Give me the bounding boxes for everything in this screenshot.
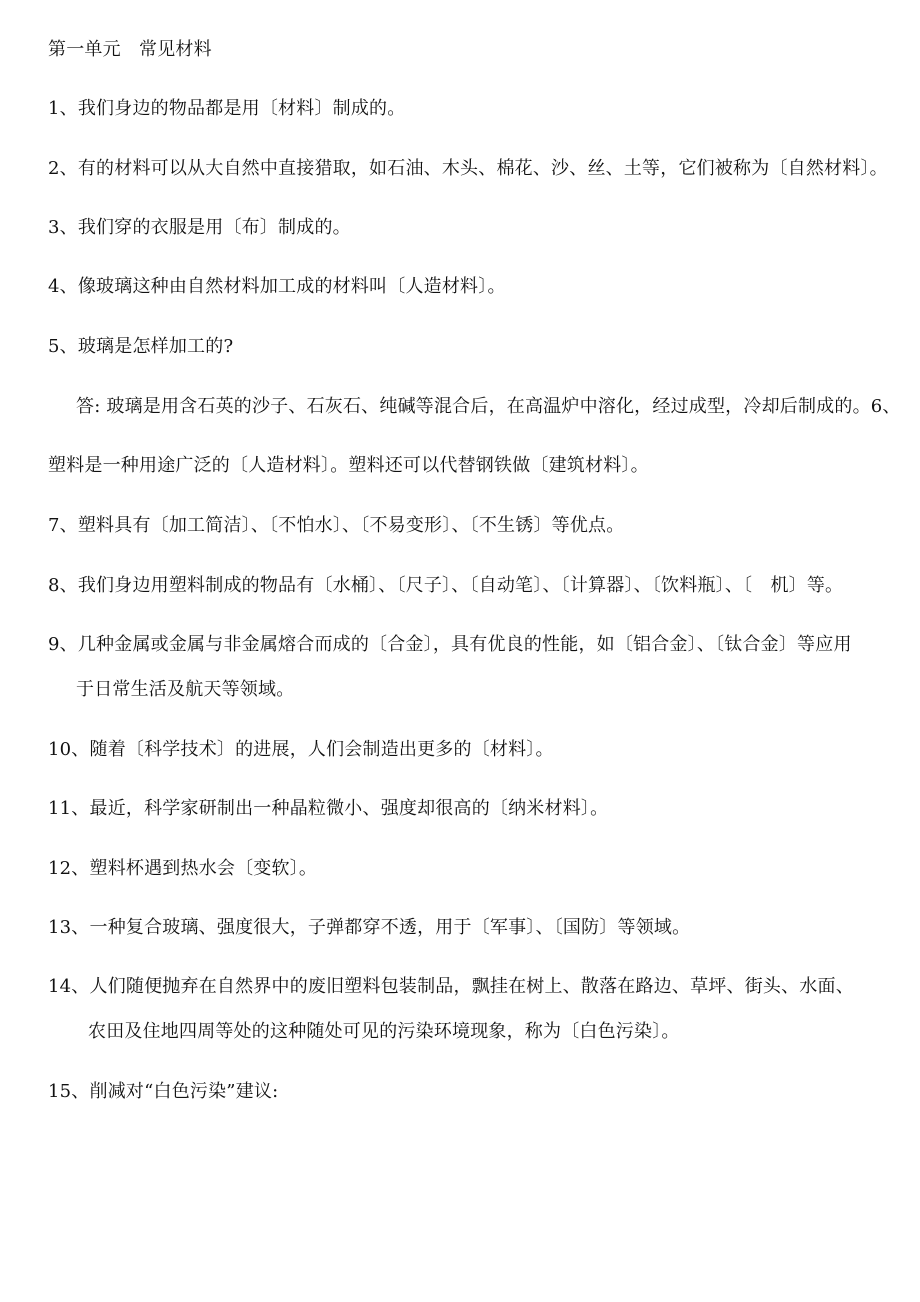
page-title: 第一单元 常见材料 <box>48 39 212 60</box>
answer-line: 答: 玻璃是用含石英的沙子、石灰石、纯碱等混合后，在高温炉中溶化，经过成型，冷却后制成的。6、 <box>76 396 901 417</box>
text-line-3: 3、我们穿的衣服是用〔布〕制成的。 <box>48 217 351 238</box>
text-line-10: 10、随着〔科学技术〕的进展，人们会制造出更多的〔材料〕。 <box>48 739 554 760</box>
text-line-14-cont: 农田及住地四周等处的这种随处可见的污染环境现象，称为〔白色污染〕。 <box>88 1021 680 1042</box>
text-line-7: 7、塑料具有〔加工简洁〕、〔不怕水〕、〔不易变形〕、〔不生锈〕等优点。 <box>48 515 625 536</box>
text-line-13: 13、一种复合玻璃、强度很大，子弹都穿不透，用于〔军事〕、〔国防〕等领域。 <box>48 917 691 938</box>
text-line-12: 12、塑料杯遇到热水会〔变软〕。 <box>48 858 318 879</box>
text-line-15: 15、削减对“白色污染”建议: <box>48 1081 279 1102</box>
text-line-9-cont: 于日常生活及航天等领域。 <box>76 679 295 700</box>
text-line-8: 8、我们身边用塑料制成的物品有〔水桶〕、〔尺子〕、〔自动笔〕、〔计算器〕、〔饮料瓶〕、〔 机〕等。 <box>48 575 844 596</box>
text-line-5: 5、玻璃是怎样加工的? <box>48 336 234 357</box>
text-line-1: 1、我们身边的物品都是用〔材料〕制成的。 <box>48 98 406 119</box>
text-line-2: 2、有的材料可以从大自然中直接猎取，如石油、木头、棉花、沙、丝、土等，它们被称为〔自然材料〕。 <box>48 158 888 179</box>
text-line-6: 塑料是一种用途广泛的〔人造材料〕。塑料还可以代替钢铁做〔建筑材料〕。 <box>48 455 649 476</box>
text-line-14: 14、人们随便抛弃在自然界中的废旧塑料包装制品，飘挂在树上、散落在路边、草坪、街头、水面、 <box>48 976 854 997</box>
text-line-11: 11、最近，科学家研制出一种晶粒微小、强度却很高的〔纳米材料〕。 <box>48 798 609 819</box>
text-line-4: 4、像玻璃这种由自然材料加工成的材料叫〔人造材料〕。 <box>48 276 506 297</box>
text-line-9: 9、几种金属或金属与非金属熔合而成的〔合金〕，具有优良的性能，如〔铝合金〕、〔钛合金〕等应用 <box>48 634 852 655</box>
